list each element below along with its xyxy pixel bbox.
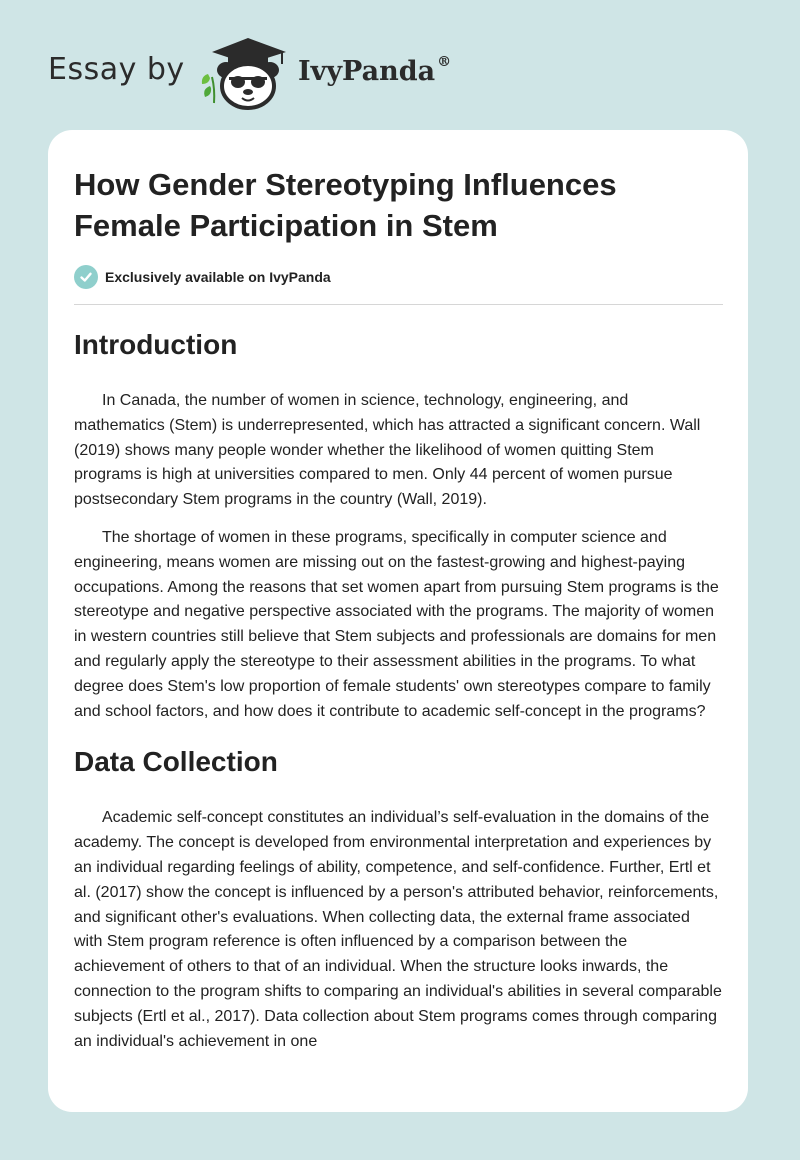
section-heading-introduction: Introduction [74, 329, 238, 360]
paragraph: In Canada, the number of women in science, technology, engineering, and mathematics (Stem) is underrepresented, which has attracted a significant concern. Wall (2019) shows many people wonder whether the likelihood of women quitting Stem programs is high at universities compared to men. Only 44 percent of women pursue postsecondary Stem programs in the country (Wall, 2019). [74, 392, 701, 509]
paragraph: The shortage of women in these programs, specifically in computer science and engineering, means women are missing out on the fastest-growing and highest-paying occupations. Among the reasons that set women apart from pursuing Stem programs is the stereotype and negative perspective associated with the programs. The majority of women in western countries still believe that Stem subjects and professionals are domains for men and regularly apply the stereotype to their assessment abilities in the programs. To what degree does Stem's low proportion of female students' own stereotypes compare to family and school factors, and how does it contribute to academic self-concept in the programs? [74, 528, 719, 720]
section-heading-data-collection: Data Collection [74, 746, 278, 778]
essay-title [74, 164, 722, 246]
essay-card [48, 130, 748, 1112]
panda-graduate-logo-icon[interactable] [198, 30, 298, 110]
divider [74, 304, 723, 305]
registered-mark: ® [437, 54, 452, 70]
brand-text: IvyPanda [298, 56, 436, 87]
ivy-leaf-icon [202, 74, 214, 103]
check-circle-icon [74, 265, 98, 289]
title-line-2: Female Participation in Stem [74, 208, 498, 243]
essay-by-label: Essay by [48, 52, 185, 87]
title-line-1: How Gender Stereotyping Influences [74, 167, 617, 202]
exclusive-badge [74, 265, 722, 289]
exclusive-label: Exclusively available on IvyPanda [105, 269, 331, 285]
paragraph: Academic self-concept constitutes an individual’s self-evaluation in the domains of the academy. The concept is developed from environmental interpretation and experiences by an individual regarding feelings of ability, competence, and self-confidence. Further, Ertl et al. (2017) show the concept is influenced by a person's attributed behavior, reinforcements, and significant other's evaluations. When collecting data, the external frame associated with Stem program reference is often influenced by a comparison between the achievement of others to that of an individual. When the structure looks inwards, the connection to the program shifts to comparing an individual's abilities in several comparable subjects (Ertl et al., 2017). Data collection about Stem programs comes through comparing an individual's achievement in one [74, 809, 722, 1050]
site-header [48, 30, 548, 110]
brand-name[interactable] [298, 56, 451, 87]
